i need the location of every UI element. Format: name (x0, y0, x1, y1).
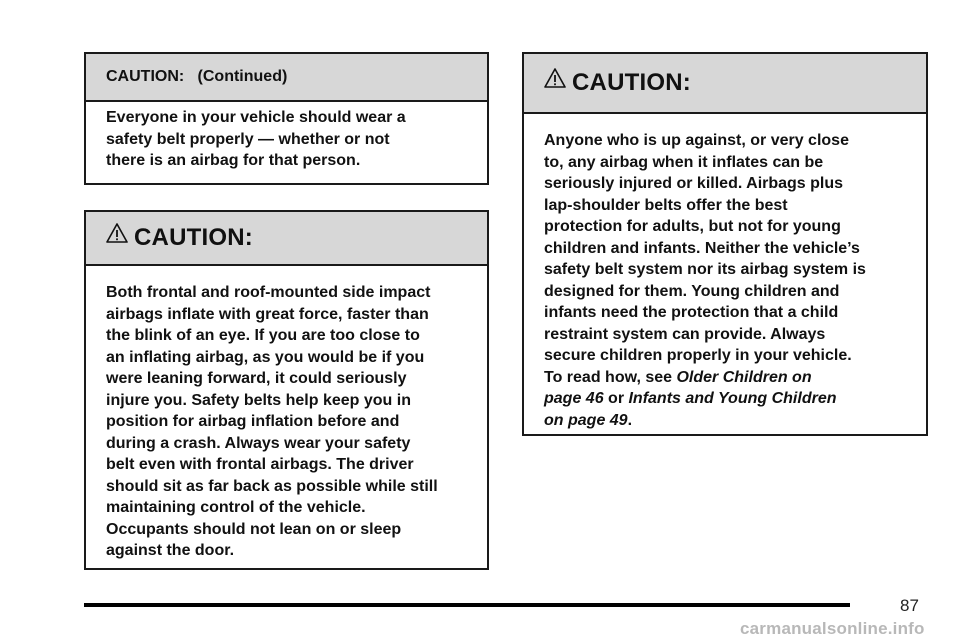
caution-box-continued (84, 52, 489, 185)
footer-rule (84, 603, 850, 607)
watermark: carmanualsonline.info (740, 619, 925, 638)
caution-body: Everyone in your vehicle should wear a safety belt properly — whether or not there is an airbag for that person. (106, 109, 406, 169)
caution-header (86, 54, 487, 102)
caution-header (524, 54, 926, 114)
sentence-end: . (627, 411, 633, 429)
caution-header (86, 212, 487, 266)
page-number: 87 (900, 596, 919, 615)
caution-title: CAUTION: (134, 224, 253, 251)
cross-reference-older-children[interactable]: Older Children on page 46 (544, 368, 812, 407)
caution-body: Both frontal and roof-mounted side impact airbags inflate with great force, faster than the blink of an eye. If you are too close to an inflating airbag, as you would be if you were leaning forward, it could seriously injure you. Safety belts help keep you in position for airbag inflation before and during a crash. Always wear your safety belt even with frontal airbags. The driver should sit as far back as possible while still maintaining control of the vehicle. Occupants should not lean on or sleep against the door. (106, 284, 438, 559)
caution-box-children (522, 52, 928, 436)
caution-title: CAUTION: (572, 69, 691, 96)
warning-triangle-icon (544, 67, 566, 89)
cross-reference-infants[interactable]: Infants and Young Children on page 49 (544, 390, 837, 429)
caution-box-side-airbags (84, 210, 489, 570)
warning-triangle-icon (106, 222, 128, 244)
caution-body (524, 114, 926, 431)
connector-text: or (603, 390, 629, 407)
caution-header-text: CAUTION: (Continued) (106, 68, 288, 85)
caution-body-text: Anyone who is up against, or very close to, any airbag when it inflates can be seriously injured or killed. Airbags plus lap-shoulder belts offer the best protection for adults, but not for young children and infants. Neither the vehicle’s safety belt system nor its airbag system is designed for them. Young children and infants need the protection that a child restraint system can provide. Always secure children properly in your vehicle. To read how, see (544, 132, 866, 386)
